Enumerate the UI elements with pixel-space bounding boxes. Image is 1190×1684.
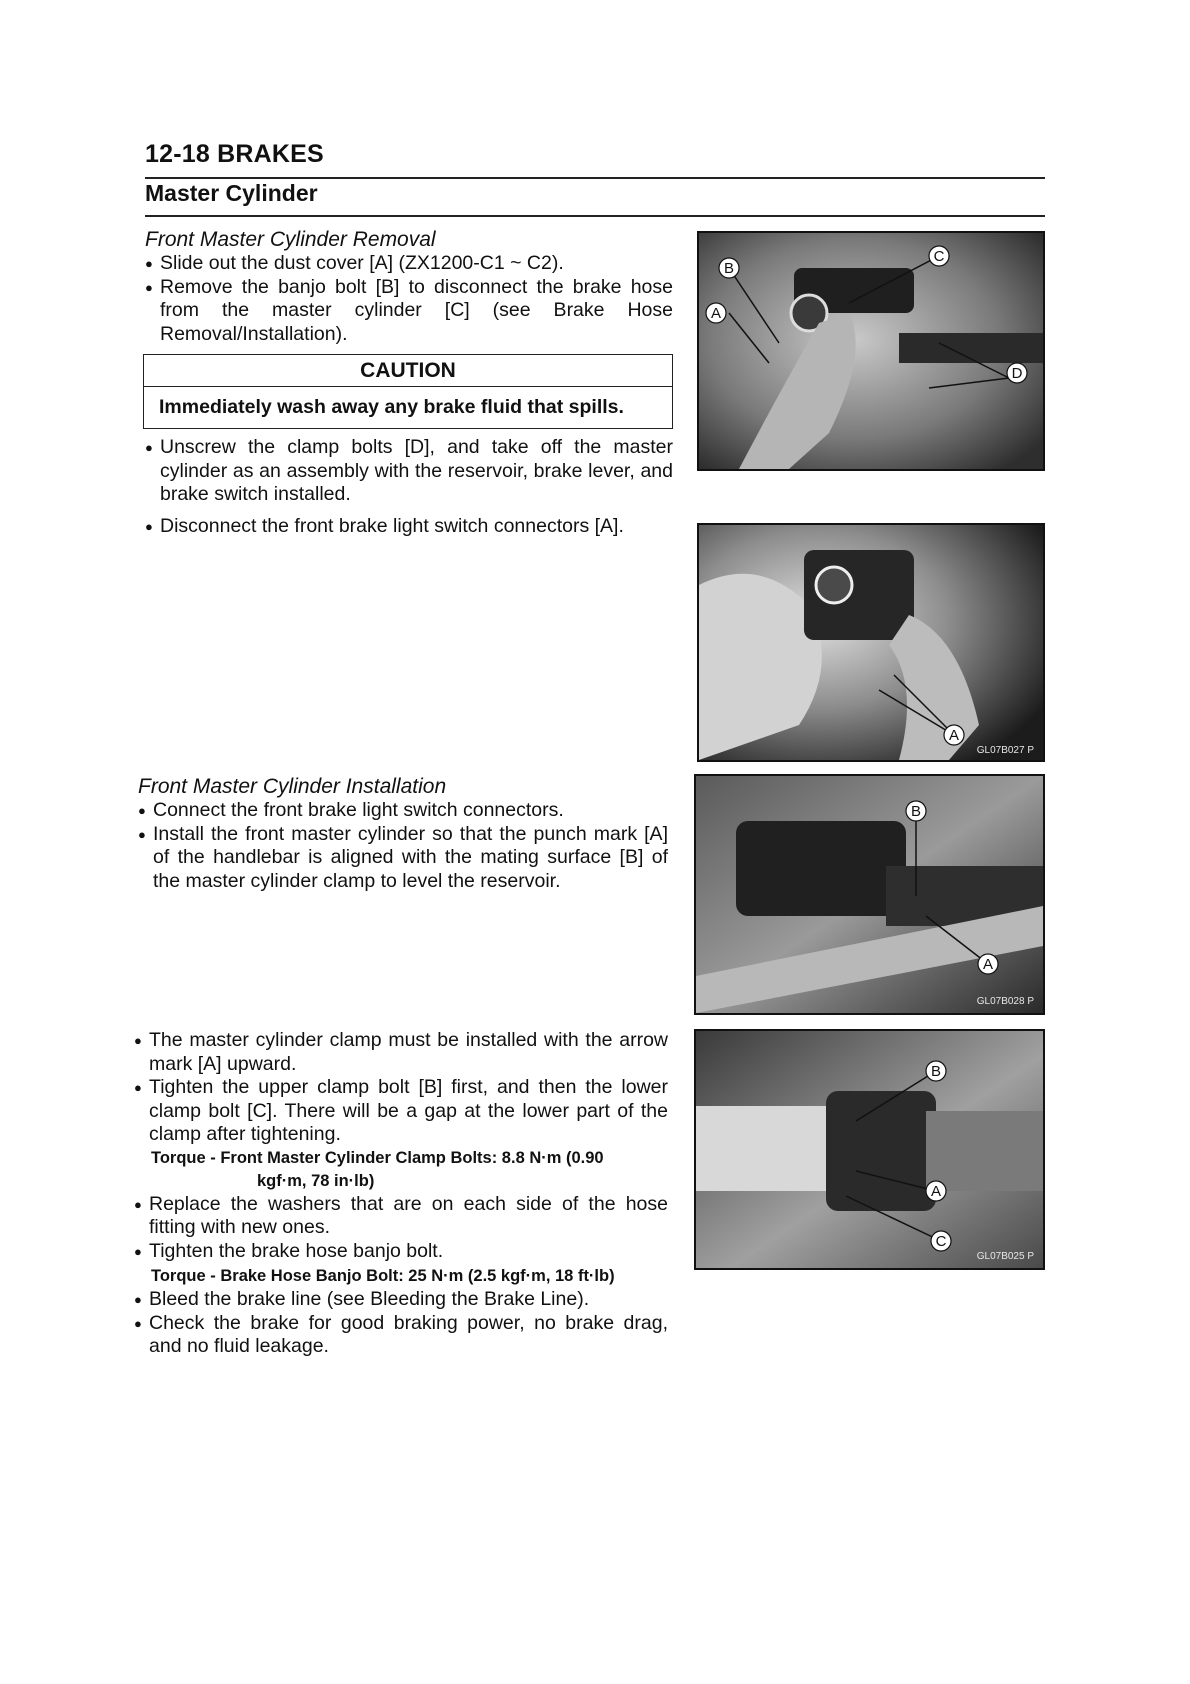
- caution-text: Immediately wash away any brake fluid that spills.: [159, 396, 624, 418]
- fig3-label-b: B: [910, 803, 922, 820]
- removal-step-1: ● Slide out the dust cover [A] (ZX1200-C1 ~ C2).: [145, 252, 673, 276]
- torque-clamp-bolts: [134, 1147, 668, 1193]
- installation-section-2: [134, 1029, 668, 1359]
- caution-title: CAUTION: [144, 355, 672, 387]
- installation-step-7: ● Bleed the brake line (see Bleeding the Brake Line).: [134, 1288, 668, 1312]
- fig3-code: GL07B028 P: [976, 996, 1034, 1007]
- removal-step-3: ● Unscrew the clamp bolts [D], and take off the master cylinder as an assembly with the reservoir, brake lever, and brake switch installed.: [145, 436, 673, 507]
- fig4-label-b: B: [930, 1063, 942, 1080]
- title-divider: [145, 177, 1045, 179]
- fig1-label-d: D: [1011, 365, 1023, 382]
- removal-step-2: ● Remove the banjo bolt [B] to disconnect the brake hose from the master cylinder [C] (see Brake Hose Removal/Installation).: [145, 276, 673, 347]
- torque-clamp-line2: kgf·m, 78 in·lb): [257, 1171, 375, 1190]
- removal-step-4: ● Disconnect the front brake light switch connectors [A].: [145, 515, 673, 539]
- figure-brake-light-switch-connectors: [697, 523, 1045, 762]
- torque-clamp-line1: Torque - Front Master Cylinder Clamp Bolts: 8.8 N·m (0.90: [151, 1148, 604, 1167]
- figure-clamp-bolts: [694, 1029, 1045, 1270]
- fig2-label-a: A: [948, 727, 960, 744]
- installation-heading: Front Master Cylinder Installation: [138, 775, 447, 798]
- removal-section-2: [145, 436, 673, 538]
- installation-step-1: ● Connect the front brake light switch connectors.: [138, 799, 668, 823]
- section-title: Master Cylinder: [145, 180, 318, 206]
- section-divider: [145, 215, 1045, 217]
- torque-banjo-bolt: Torque - Brake Hose Banjo Bolt: 25 N·m (2.5 kgf·m, 18 ft·lb): [151, 1267, 615, 1285]
- fig1-label-b: B: [723, 260, 735, 277]
- installation-step-4: ● Tighten the upper clamp bolt [B] first, and then the lower clamp bolt [C]. There will be a gap at the lower part of the clamp after tightening.: [134, 1076, 668, 1147]
- installation-step-5: ● Replace the washers that are on each side of the hose fitting with new ones.: [134, 1193, 668, 1240]
- installation-step-2: ● Install the front master cylinder so that the punch mark [A] of the handlebar is aligned with the mating surface [B] of the master cylinder clamp to level the reservoir.: [138, 823, 668, 894]
- installation-section: [138, 774, 668, 893]
- fig4-code: GL07B025 P: [976, 1251, 1034, 1262]
- installation-step-8: ● Check the brake for good braking power, no brake drag, and no fluid leakage.: [134, 1312, 668, 1359]
- figure-master-cylinder-removal: [697, 231, 1045, 471]
- fig1-label-a: A: [710, 305, 722, 322]
- installation-step-3: ● The master cylinder clamp must be installed with the arrow mark [A] upward.: [134, 1029, 668, 1076]
- caution-box: [143, 354, 673, 429]
- fig1-label-c: C: [933, 248, 945, 265]
- removal-section: [145, 227, 673, 346]
- installation-step-6: ● Tighten the brake hose banjo bolt.: [134, 1240, 668, 1264]
- page-title: 12-18 BRAKES: [145, 140, 324, 168]
- fig4-label-a: A: [930, 1183, 942, 1200]
- fig2-code: GL07B027 P: [976, 745, 1034, 756]
- fig3-label-a: A: [982, 956, 994, 973]
- removal-heading: Front Master Cylinder Removal: [145, 228, 436, 251]
- figure-punch-mark-alignment: [694, 774, 1045, 1015]
- fig4-label-c: C: [935, 1233, 947, 1250]
